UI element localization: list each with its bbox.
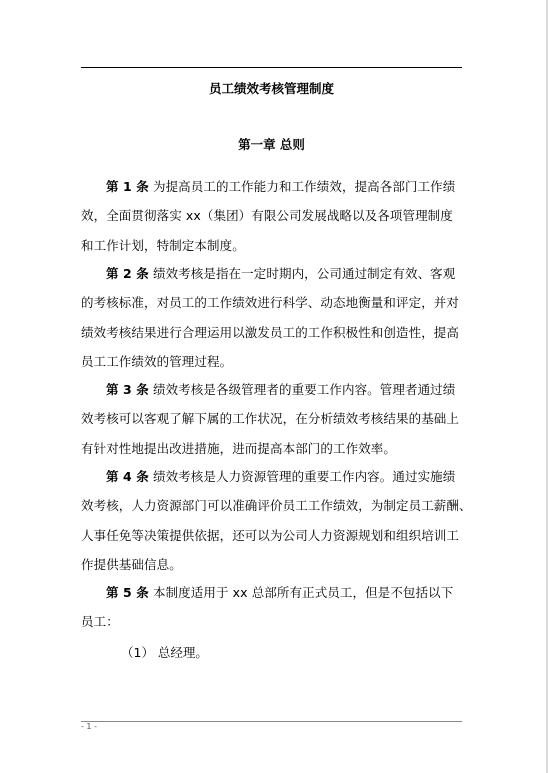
article-text: 本制度适用于 xx 总部所有正式员工，但是不包括以下: [148, 585, 454, 600]
article-number: 第 4 条: [106, 469, 149, 484]
article-number: 第 2 条: [106, 266, 149, 281]
article-2: [81, 259, 462, 376]
article-number: 第 5 条: [106, 585, 149, 600]
document-title: 员工绩效考核管理制度: [208, 81, 334, 96]
list-item: （1） 总经理。: [121, 645, 208, 660]
article-text: 绩效考核是指在一定时期内，公司通过制定有效、客观: [148, 266, 456, 281]
article-4-line-1: [81, 462, 462, 491]
article-2-line-4: 员工工作绩效的管理过程。: [81, 353, 233, 369]
article-2-line-3: 绩效考核结果进行合理运用以激发员工的工作积极性和创造性，提高: [81, 324, 460, 340]
article-3-line-2: 效考核可以客观了解下属的工作状况，在分析绩效考核结果的基础上: [81, 411, 460, 427]
page-number: - 1 -: [81, 722, 97, 731]
article-4-line-4: 作提供基础信息。: [81, 556, 182, 572]
article-1-line-3: 和工作计划，特制定本制度。: [81, 237, 245, 253]
article-number: 第 3 条: [106, 382, 149, 397]
article-text: 绩效考核是人力资源管理的重要工作内容。通过实施绩: [148, 469, 456, 484]
article-number: 第 1 条: [106, 179, 149, 194]
article-4: [81, 462, 472, 579]
footer-rule: [81, 721, 462, 722]
article-3: [81, 375, 462, 463]
article-text: 为提高员工的工作能力和工作绩效，提高各部门工作绩: [148, 179, 456, 194]
article-1-line-1: [81, 172, 462, 201]
article-2-line-1: [81, 259, 462, 288]
article-1-line-2: 效，全面贯彻落实 xx（集团）有限公司发展战略以及各项管理制度: [81, 208, 453, 224]
article-2-line-2: 的考核标准，对员工的工作绩效进行科学、动态地衡量和评定，并对: [81, 295, 460, 311]
article-1: [81, 172, 462, 260]
article-4-line-3: 人事任免等决策提供依据，还可以为公司人力资源规划和组织培训工: [81, 527, 460, 543]
article-5-line-1: [81, 578, 462, 607]
article-text: 绩效考核是各级管理者的重要工作内容。管理者通过绩: [148, 382, 456, 397]
article-4-line-2: 效考核，人力资源部门可以准确评价员工工作绩效，为制定员工薪酬、: [81, 498, 472, 514]
article-3-line-3: 有针对性地提出改进措施，进而提高本部门的工作效率。: [81, 440, 397, 456]
header-rule: [81, 67, 462, 68]
article-5: [81, 578, 462, 637]
chapter-heading: 第一章 总则: [238, 137, 305, 152]
article-5-line-2: 员工：: [81, 614, 119, 630]
article-3-line-1: [81, 375, 462, 404]
